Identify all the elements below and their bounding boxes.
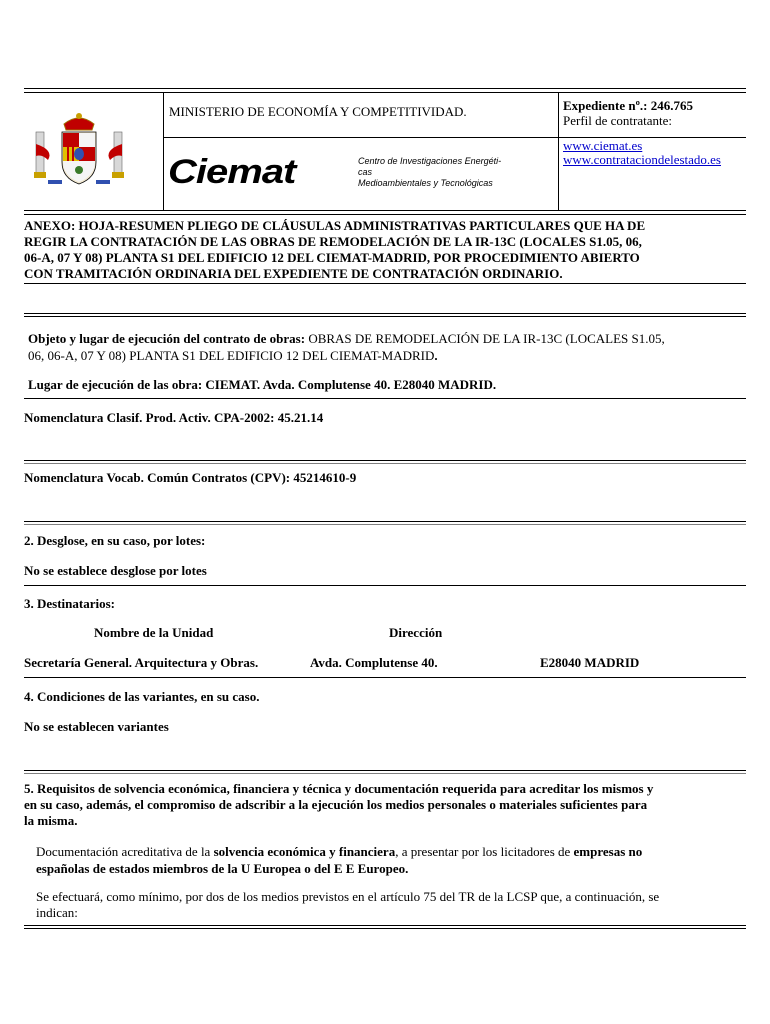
cpv-nomenclatura: Nomenclatura Vocab. Común Contratos (CPV): 45214610-9 [24,470,357,485]
contratacion-estado-link[interactable]: www.contrataciondelestado.es [563,152,721,167]
section-4-text: No se establecen variantes [24,719,169,734]
center-name-line: cas [358,167,373,177]
ciemat-center-name [358,156,501,189]
center-name-line: Centro de Investigaciones Energéti- [358,156,502,166]
solvencia-text: Documentación acreditativa de la [36,844,214,859]
medios-text-line: indican: [36,905,78,920]
section-5-title-line: en su caso, además, el compromiso de adscribir a la ejecución los medios personales o materiales suficientes para [24,797,648,812]
col-header-direccion: Dirección [389,625,443,640]
anexo-title [24,218,746,282]
solvencia-paragraph [36,843,748,877]
lugar-ejecucion: Lugar de ejecución de las obra: CIEMAT. Avda. Complutense 40. E28040 MADRID. [28,377,497,392]
ministry-name: MINISTERIO DE ECONOMÍA Y COMPETITIVIDAD. [169,104,467,119]
section-2-text: No se establece desglose por lotes [24,563,207,578]
section-5-title-line: la misma. [24,813,78,828]
solvencia-emphasis: solvencia económica y financiera [213,844,396,859]
section-2-title: 2. Desglose, en su caso, por lotes: [24,533,206,548]
destinatario-unidad: Secretaría General. Arquitectura y Obras. [24,655,259,670]
expediente-number: Expediente nº.: 246.765 [563,98,693,113]
medios-paragraph [36,889,748,921]
solvencia-emphasis-line: españolas de estados miembros de la U Europea o del E E Europeo. [36,861,409,876]
objeto-value-cont: 06, 06-A, 07 Y 08) PLANTA S1 DEL EDIFICIO 12 DEL CIEMAT-MADRID [28,348,435,363]
section-4-title: 4. Condiciones de las variantes, en su caso. [24,689,260,704]
medios-text-line: Se efectuará, como mínimo, por dos de los medios previstos en el artículo 75 del TR de la LCSP que, a continuación, se [36,889,660,904]
solvencia-text: , a presentar por los licitadores de [395,844,574,859]
destinatario-ciudad: E28040 MADRID [540,655,640,670]
ciemat-logo: Ciemat [168,153,296,191]
anexo-title-line: 06-A, 07 Y 08) PLANTA S1 DEL EDIFICIO 12 DEL CIEMAT-MADRID, POR PROCEDIMIENTO ABIERTO [24,250,640,265]
objeto-contrato [28,330,746,364]
destinatario-direccion: Avda. Complutense 40. [310,655,438,670]
section-5-title [24,781,748,829]
anexo-title-line: REGIR LA CONTRATACIÓN DE LAS OBRAS DE REMODELACIÓN DE LA IR-13C (LOCALES S1.05, 06, [24,234,642,249]
section-5-title-line: 5. Requisitos de solvencia económica, financiera y técnica y documentación requerida para acreditar los mismos y [24,781,654,796]
solvencia-emphasis: empresas no [573,844,643,859]
perfil-contratante-label: Perfil de contratante: [563,113,673,128]
objeto-value-end: . [434,348,438,363]
objeto-value: OBRAS DE REMODELACIÓN DE LA IR-13C (LOCALES S1.05, [305,331,665,346]
anexo-title-line: ANEXO: HOJA-RESUMEN PLIEGO DE CLÁUSULAS ADMINISTRATIVAS PARTICULARES QUE HA DE [24,218,646,233]
section-3-title: 3. Destinatarios: [24,596,115,611]
objeto-label: Objeto y lugar de ejecución del contrato de obras: [28,331,306,346]
col-header-unidad: Nombre de la Unidad [94,625,214,640]
anexo-title-line: CON TRAMITACIÓN ORDINARIA DEL EXPEDIENTE DE CONTRATACIÓN ORDINARIO. [24,266,563,281]
center-name-line: Medioambientales y Tecnológicas [358,178,493,188]
coat-of-arms-emblem [34,110,124,190]
ciemat-website-link[interactable]: www.ciemat.es [563,138,643,153]
cpa-nomenclatura: Nomenclatura Clasif. Prod. Activ. CPA-2002: 45.21.14 [24,410,324,425]
